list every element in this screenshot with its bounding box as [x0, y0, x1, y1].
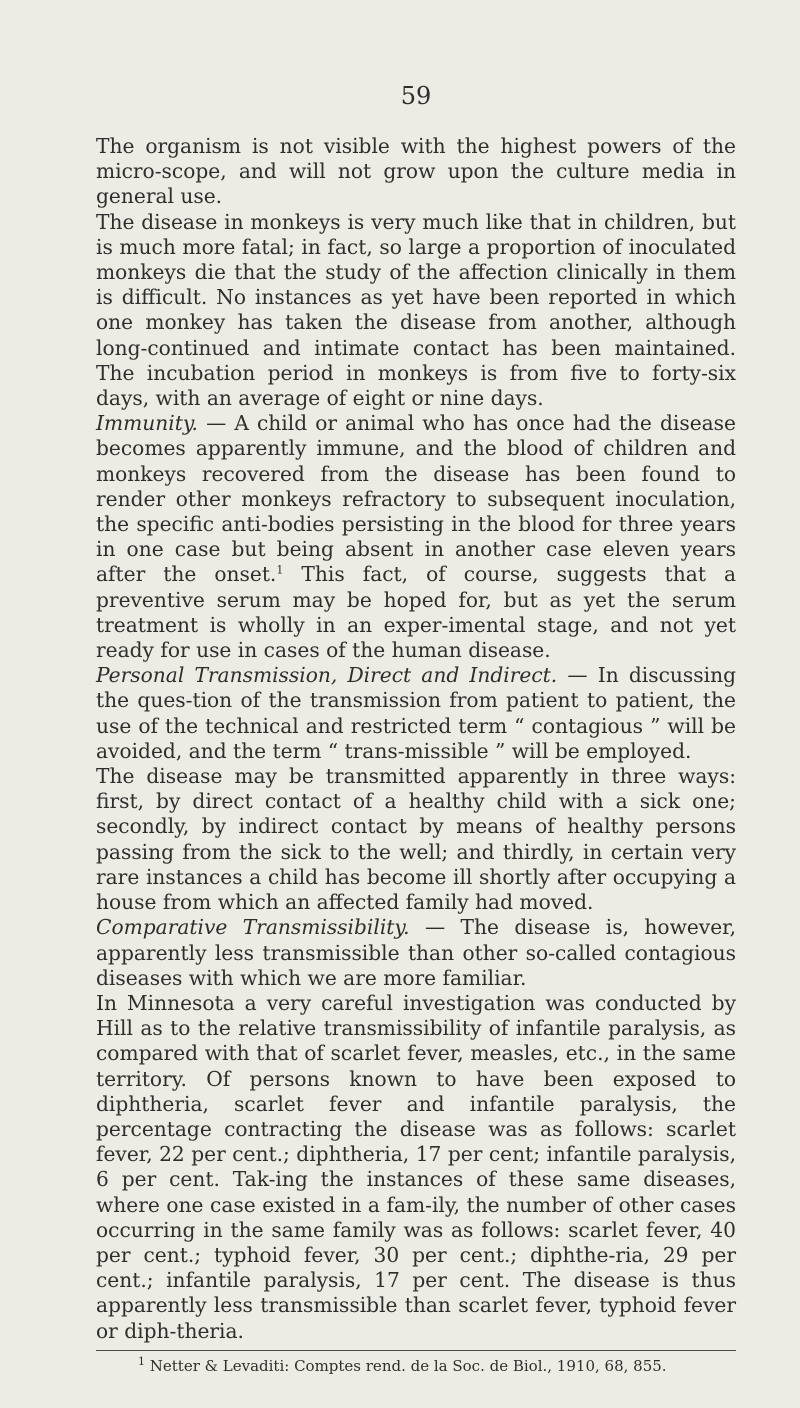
page-number: 59: [400, 82, 432, 110]
section-title-immunity: Immunity.: [96, 411, 198, 436]
paragraph-text: The disease in monkeys is very much like that in children, but is much more fatal; in fact, so large a proportion of inoculated monkeys die that the study of the affection clinically in them is difficult. No instances as yet have been reported in which one monkey has taken the disease from another, although long-continued and intimate contact has been maintained. The incubation period in monkeys is from five to forty-six days, with an average of eight or nine days.: [96, 209, 736, 411]
paragraph-text: In Minnesota a very careful investigation was conducted by Hill as to the relative transmissibility of infantile paralysis, as compared with that of scarlet fever, measles, etc., in the same territory. Of persons known to have been exposed to diphtheria, scarlet fever and infantile paralysis, the percentage contracting the disease was as follows: scarlet fever, 22 per cent.; diphtheria, 17 per cent; infantile paralysis, 6 per cent. Tak-ing the instances of these same diseases, where one case existed in a fam-ily, the number of other cases occurring in the same family was as follows: scarlet fever, 40 per cent.; typhoid fever, 30 per cent.; diphthe-ria, 29 per cent.; infantile paralysis, 17 per cent. The disease is thus apparently less transmissible than scarlet fever, typhoid fever or diph-theria.: [96, 990, 736, 1343]
paragraph-text: — The disease is, however, apparently less transmissible than other so-called contagious diseases with which we are more familiar.: [96, 915, 736, 990]
paragraph-text: — A child or animal who has once had the disease becomes apparently immune, and the blood of children and monkeys recovered from the disease has been found to render other monkeys refractory to subsequent inoculation, the specific anti-bodies persisting in the blood for three years in one case but being absent in another case eleven years after the onset.: [96, 411, 736, 587]
footnote-marker: 1: [138, 1355, 145, 1368]
paragraph-personal-transmission: [96, 663, 736, 764]
paragraph-three-ways: [96, 764, 736, 915]
paragraph-text: The organism is not visible with the highest powers of the micro-scope, and will not grow upon the culture media in general use.: [96, 134, 736, 209]
footnote-text: Netter & Levaditi: Comptes rend. de la Soc. de Biol., 1910, 68, 855.: [145, 1357, 667, 1375]
paragraph-comparative-transmissibility: [96, 915, 736, 991]
paragraph-text: The disease may be transmitted apparently in three ways: first, by direct contact of a healthy child with a sick one; secondly, by indirect contact by means of healthy persons passing from the sick to the well; and thirdly, in certain very rare instances a child has become ill shortly after occupying a house from which an affected family had moved.: [96, 764, 736, 915]
paragraph-immunity: [96, 411, 736, 663]
footnote-divider: [96, 1350, 736, 1351]
paragraph-organism: [96, 134, 736, 210]
footnote-reference: 1: [276, 563, 284, 577]
paragraph-text: — In discussing the ques-tion of the transmission from patient to patient, the use of the technical and restricted term “ contagious ” will be avoided, and the term “ trans-missible ” will be employed.: [96, 663, 737, 763]
section-title-comparative-transmissibility: Comparative Transmissibility.: [96, 915, 410, 940]
section-title-personal-transmission: Personal Transmission, Direct and Indirect.: [96, 663, 558, 688]
body-text: [96, 134, 736, 1344]
paragraph-minnesota: [96, 991, 736, 1344]
footnote: [138, 1356, 738, 1376]
paragraph-text-continued: This fact, of course, suggests that a preventive serum may be hoped for, but as yet the serum treatment is wholly in an exper-imental stage, and not yet ready for use in cases of the human disease.: [96, 562, 737, 663]
paragraph-disease-in-monkeys: [96, 210, 736, 412]
